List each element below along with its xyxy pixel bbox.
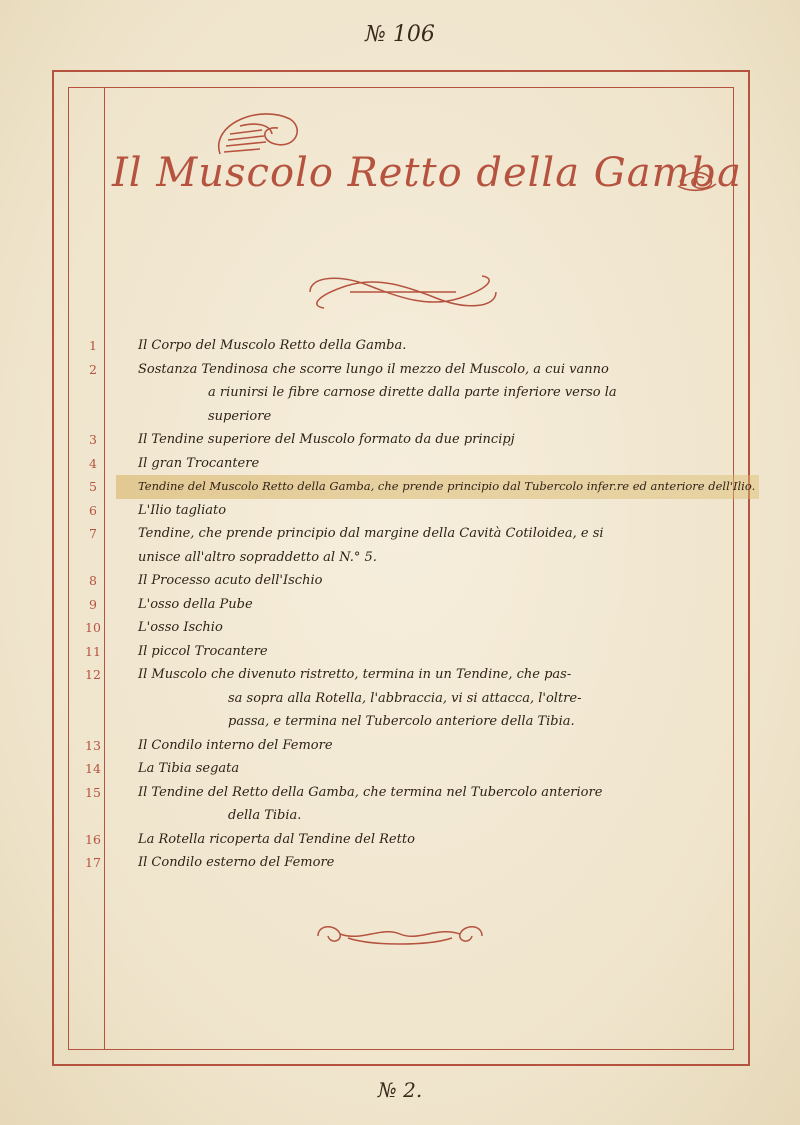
legend-item-number: 11 <box>85 643 101 659</box>
legend-item-number: 2 <box>89 361 97 377</box>
legend-item <box>70 593 734 617</box>
legend-item-number: 14 <box>85 761 101 776</box>
legend-item-line: Il Condilo interno del Femore <box>138 737 333 753</box>
legend-item <box>70 358 734 429</box>
page-title: Il Muscolo Retto della Gamba <box>112 150 742 196</box>
legend-item-text <box>116 757 734 781</box>
legend-item <box>70 334 734 358</box>
legend-item-text <box>116 828 734 852</box>
legend-item <box>70 522 734 569</box>
legend-item-text <box>116 593 734 617</box>
legend-item-text <box>116 334 734 358</box>
legend-item-number: 9 <box>89 596 97 612</box>
legend-item-text <box>116 663 734 734</box>
legend-item-text <box>116 640 734 664</box>
legend-item-text <box>116 499 734 523</box>
legend-item <box>70 663 734 734</box>
legend-item <box>70 428 734 452</box>
legend-item-number: 8 <box>89 573 97 588</box>
legend-item-text <box>116 452 734 476</box>
legend-item-line: Il Condilo esterno del Femore <box>138 855 335 870</box>
legend-item-number: 13 <box>85 737 101 753</box>
legend-item-line: passa, e termina nel Tubercolo anteriore della Tibia. <box>228 714 575 729</box>
page-number: № 106 <box>365 22 435 47</box>
legend-item-text <box>116 781 734 828</box>
legend-item <box>70 475 756 499</box>
legend-item-line: unisce all'altro sopraddetto al N.° 5. <box>138 549 377 565</box>
legend-item-line: sa sopra alla Rotella, l'abbraccia, vi si attacca, l'oltre- <box>228 690 582 706</box>
legend-item-number: 7 <box>89 526 97 541</box>
legend-item-text <box>116 428 734 452</box>
legend-item-number: 4 <box>89 455 97 471</box>
legend-item <box>70 499 734 523</box>
legend-item-text <box>116 522 734 569</box>
legend-item-number: 6 <box>89 502 97 518</box>
legend-item-text <box>116 616 734 640</box>
legend-item-number: 10 <box>85 620 101 635</box>
legend-list <box>70 334 756 875</box>
legend-item-number: 16 <box>85 831 101 847</box>
legend-item <box>70 828 734 852</box>
legend-item-line: Il piccol Trocantere <box>138 643 268 659</box>
legend-item <box>70 616 734 640</box>
legend-item-number: 5 <box>89 479 97 494</box>
legend-item-line: Il Tendine del Retto della Gamba, che termina nel Tubercolo anteriore <box>138 784 603 800</box>
legend-item-line: Tendine, che prende principio dal margine della Cavità Cotiloidea, e si <box>138 526 604 541</box>
legend-item-line: Il Processo acuto dell'Ischio <box>138 573 323 588</box>
legend-item-line: Il Tendine superiore del Muscolo formato da due principj <box>138 432 515 447</box>
legend-item-text <box>116 569 734 593</box>
legend-item-text <box>116 358 734 429</box>
legend-item-line: L'osso Ischio <box>138 620 223 635</box>
legend-item-line: L'osso della Pube <box>138 596 253 612</box>
divider-flourish-icon <box>300 268 506 316</box>
legend-item-line: La Tibia segata <box>138 761 240 776</box>
legend-item-line: a riunirsi le fibre carnose dirette dalla parte inferiore verso la <box>208 385 617 400</box>
legend-item-text <box>116 734 734 758</box>
legend-item-number: 3 <box>89 432 97 447</box>
legend-item-line: superiore <box>208 408 272 424</box>
legend-item <box>70 734 734 758</box>
bottom-flourish-icon <box>312 920 488 950</box>
legend-item-text <box>116 851 734 875</box>
legend-item-number: 12 <box>85 667 101 682</box>
legend-item-line: Tendine del Muscolo Retto della Gamba, che prende principio dal Tubercolo infer.re ed anteriore dell'Ilio. <box>138 479 756 493</box>
title-end-flourish-icon <box>676 166 720 196</box>
legend-item <box>70 781 734 828</box>
legend-item-line: Il Corpo del Muscolo Retto della Gamba. <box>138 338 407 353</box>
legend-item-line: L'Ilio tagliato <box>138 502 227 518</box>
legend-item-line: La Rotella ricoperta dal Tendine del Retto <box>138 831 415 847</box>
legend-item-number: 1 <box>89 338 97 353</box>
legend-item-line: della Tibia. <box>228 808 302 823</box>
legend-item <box>70 640 734 664</box>
legend-item-line: Il gran Trocantere <box>138 455 260 471</box>
legend-item <box>70 757 734 781</box>
legend-item-text <box>116 475 759 499</box>
legend-item <box>70 569 734 593</box>
legend-item-number: 17 <box>85 855 101 870</box>
legend-item-number: 15 <box>85 784 101 800</box>
legend-item <box>70 851 734 875</box>
legend-item <box>70 452 734 476</box>
footer-plate-mark: № 2. <box>377 1078 423 1102</box>
legend-item-line: Il Muscolo che divenuto ristretto, termina in un Tendine, che pas- <box>138 667 572 682</box>
legend-item-line: Sostanza Tendinosa che scorre lungo il mezzo del Muscolo, a cui vanno <box>138 361 609 377</box>
